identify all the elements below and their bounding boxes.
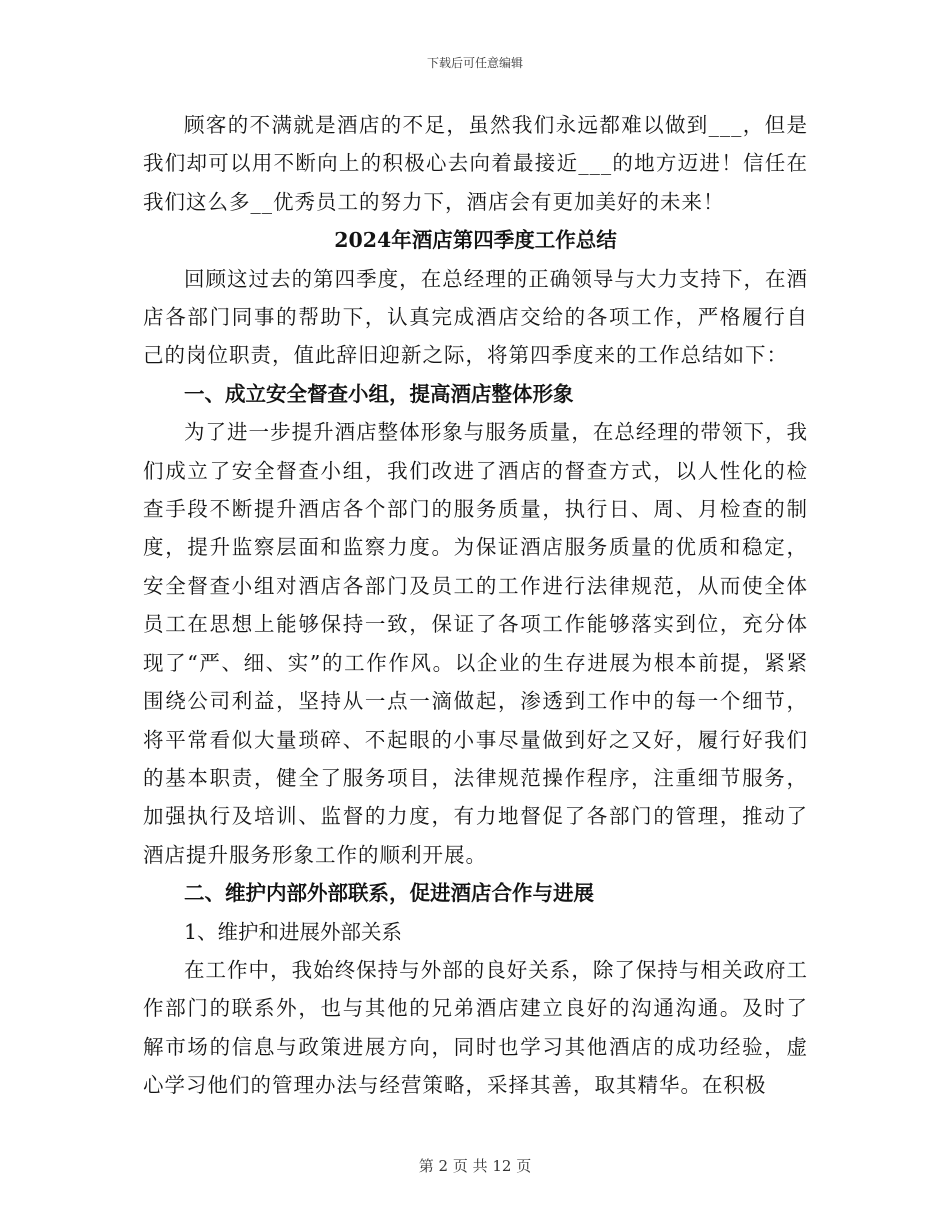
section-1-paragraph: 为了进一步提升酒店整体形象与服务质量，在总经理的带领下，我们成立了安全督查小组，我们改进了酒店的督查方式，以人性化的检查手段不断提升酒店各个部门的服务质量，执行日、周、月检查的制度，提升监察层面和监察力度。为保证酒店服务质量的优质和稳定，安全督查小组对酒店各部门及员工的工作进行法律规范，从而使全体员工在思想上能够保持一致，保证了各项工作能够落实到位，充分体现了“严、细、实”的工作作风。以企业的生存进展为根本前提，紧紧围绕公司利益，坚持从一点一滴做起，渗透到工作中的每一个细节，将平常看似大量琐碎、不起眼的小事尽量做到好之又好，履行好我们的基本职责，健全了服务项目，法律规范操作程序，注重细节服务，加强执行及培训、监督的力度，有力地督促了各部门的管理，推动了酒店提升服务形象工作的顺利开展。 [143,420,808,867]
subsection-heading-1: 1、维护和进展外部关系 [184,919,403,944]
intro-paragraph: 顾客的不满就是酒店的不足，虽然我们永远都难以做到___，但是我们却可以用不断向上的积极心去向着最接近___的地方迈进！信任在我们这么多__优秀员工的努力下，酒店会有更加美好的未来！ [143,113,808,214]
summary-paragraph: 回顾这过去的第四季度，在总经理的正确领导与大力支持下，在酒店各部门同事的帮助下，认真完成酒店交给的各项工作，严格履行自己的岗位职责，值此辞旧迎新之际，将第四季度来的工作总结如下： [143,266,808,368]
document-body [143,106,808,1105]
document-title: 2024年酒店第四季度工作总结 [334,228,617,253]
page-footer: 第 2 页 共 12 页 [418,1157,532,1175]
section-heading-2: 二、维护内部外部联系，促进酒店合作与进展 [184,881,594,906]
subsection-1-paragraph: 在工作中，我始终保持与外部的良好关系，除了保持与相关政府工作部门的联系外，也与其他的兄弟酒店建立良好的沟通沟通。及时了解市场的信息与政策进展方向，同时也学习其他酒店的成功经验，虚心学习他们的管理办法与经营策略，采择其善，取其精华。在积极 [143,957,808,1098]
section-heading-1: 一、成立安全督查小组，提高酒店整体形象 [184,381,574,406]
page-header: 下载后可任意编辑 [426,56,523,70]
